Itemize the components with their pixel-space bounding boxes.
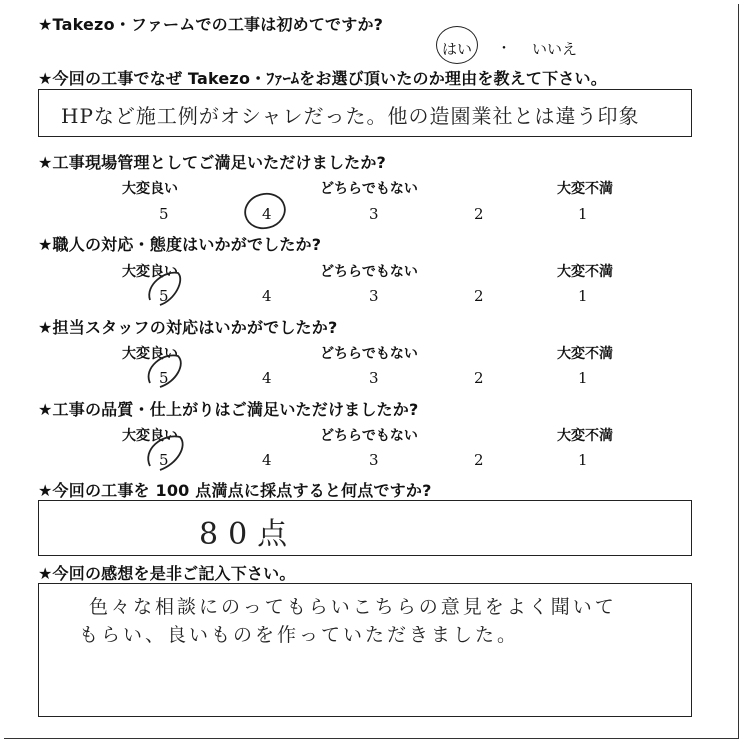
- label-worst: 大変不満: [557, 181, 613, 197]
- label-neutral: どちらでもない: [320, 181, 418, 197]
- mark-q4-rating-5: [149, 273, 180, 305]
- option-no[interactable]: いいえ: [532, 40, 578, 58]
- mark-q3-rating-4: [241, 189, 288, 232]
- rating-3[interactable]: 3: [369, 205, 379, 223]
- label-best: 大変良い: [122, 264, 178, 280]
- question-site-management: ★工事現場管理としてご満足いただけましたか?: [38, 153, 387, 172]
- question-staff-response: ★担当スタッフの対応はいかがでしたか?: [38, 318, 338, 337]
- rating-2[interactable]: 2: [474, 287, 484, 305]
- impressions-answer-box[interactable]: [38, 583, 692, 717]
- mark-q5-rating-5: [149, 355, 181, 387]
- rating-1[interactable]: 1: [578, 287, 588, 305]
- option-yes[interactable]: はい: [442, 40, 473, 58]
- label-best: 大変良い: [122, 181, 178, 197]
- label-best: 大変良い: [122, 428, 178, 444]
- rating-3[interactable]: 3: [369, 287, 379, 305]
- label-best: 大変良い: [122, 346, 178, 362]
- rating-5[interactable]: 5: [159, 205, 169, 223]
- option-separator: ・: [497, 41, 511, 57]
- question-reason: ★今回の工事でなぜ Takezo・ﾌｧｰﾑをお選び頂いたのか理由を教えて下さい。: [38, 69, 607, 88]
- score-answer-box[interactable]: [38, 500, 692, 556]
- label-worst: 大変不満: [557, 428, 613, 444]
- rating-4[interactable]: 4: [262, 205, 272, 223]
- impressions-line-1: 色々な相談にのってもらいこちらの意見をよく聞いて: [89, 596, 617, 618]
- label-neutral: どちらでもない: [320, 346, 418, 362]
- rating-2[interactable]: 2: [474, 205, 484, 223]
- rating-5[interactable]: 5: [159, 369, 169, 387]
- rating-3[interactable]: 3: [369, 369, 379, 387]
- rating-4[interactable]: 4: [262, 287, 272, 305]
- rating-1[interactable]: 1: [578, 205, 588, 223]
- rating-1[interactable]: 1: [578, 451, 588, 469]
- question-craftsman-attitude: ★職人の対応・態度はいかがでしたか?: [38, 235, 322, 254]
- question-impressions: ★今回の感想を是非ご記入下さい。: [38, 564, 296, 583]
- question-first-time: ★Takezo・ファームでの工事は初めてですか?: [38, 15, 384, 34]
- rating-4[interactable]: 4: [262, 369, 272, 387]
- question-quality: ★工事の品質・仕上がりはご満足いただけましたか?: [38, 400, 419, 419]
- rating-5[interactable]: 5: [159, 287, 169, 305]
- rating-4[interactable]: 4: [262, 451, 272, 469]
- label-neutral: どちらでもない: [320, 264, 418, 280]
- rating-3[interactable]: 3: [369, 451, 379, 469]
- reason-handwritten-answer: HPなど施工例がオシャレだった。他の造園業社とは違う印象: [61, 104, 640, 128]
- rating-5[interactable]: 5: [159, 451, 169, 469]
- label-worst: 大変不満: [557, 264, 613, 280]
- mark-q6-rating-5: [148, 436, 182, 470]
- rating-2[interactable]: 2: [474, 451, 484, 469]
- label-worst: 大変不満: [557, 346, 613, 362]
- impressions-line-2: もらい、良いものを作っていただきました。: [79, 624, 520, 646]
- question-score: ★今回の工事を 100 点満点に採点すると何点ですか?: [38, 481, 432, 500]
- rating-2[interactable]: 2: [474, 369, 484, 387]
- score-handwritten-answer: 80点: [199, 517, 298, 552]
- label-neutral: どちらでもない: [320, 428, 418, 444]
- rating-1[interactable]: 1: [578, 369, 588, 387]
